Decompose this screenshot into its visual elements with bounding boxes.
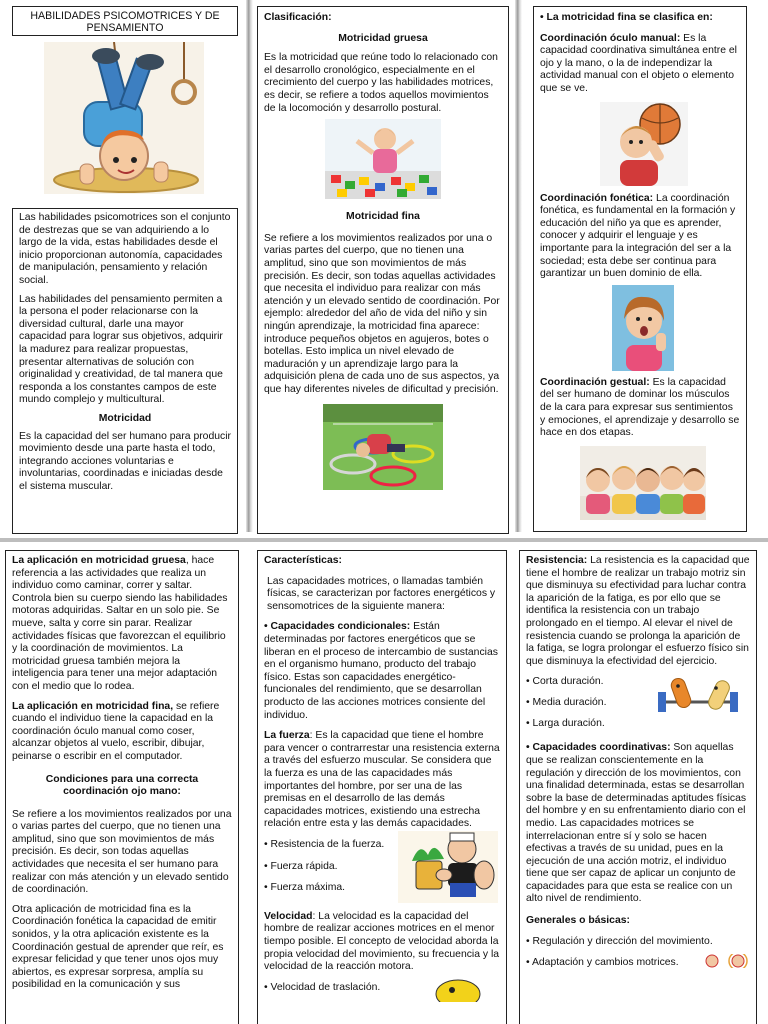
gruesa-application-paragraph [12,555,232,694]
gestual-text: Es la capacidad del ser humano de dominar los músculos de la cara para expresar sus sentimientos y emociones, el aprendizaje y desarrollo se hace en dos etapas. [540,376,740,439]
boy-holding-basketball-photo [600,102,688,186]
resistencia-label: Resistencia: [526,555,588,566]
gruesa-title: Motricidad gruesa [338,32,428,44]
generales-bullet-1: • Regulación y dirección del movimiento. [526,935,713,947]
page-separator-2 [515,0,522,532]
fuerza-bullet-2: • Fuerza rápida. [264,860,338,872]
resistencia-bullet-1: • Corta duración. [526,676,604,688]
other-application-text: Otra aplicación de motricidad fina es la Coordinación fonética la capacidad de emitir sonidos, y la otra aplicación existente es la Coordinación gestual de aprender que reír, es expresar felicidad y que tener unos ojos muy abiertos, es expresar sorpresa, amplía su posibilidad en la comunicación y sus [12,903,224,991]
characteristics-heading: Características: [264,555,342,566]
fonetica-text: La coordinación fonética, es fundamental en la formación y educación del niño ya que es aprender, conocer y adquirir el lenguaje y es importante para la integración del ser a la sociedad; esta debe ser continua para garantizar un buen dominio de ella. [540,192,736,280]
intro-text-box [12,208,238,534]
cartoon-children-exercising-illustration [702,954,752,968]
fuerza-text: : Es la capacidad que tiene el hombre para vencer o contrarrestar una resistencia externa a través del esfuerzo muscular. Se considera que la fuerza es una de las capacidades más importantes del hombre, por ser una de las premisas en el desarrollo de las demás capacidades motrices, existiendo una estrecha relación entre esta y las demás capacidades. [264,730,500,830]
motricidad-paragraph: Es la capacidad del ser humano para producir movimiento desde una parte hasta el todo, integrando acciones voluntarias e involuntarias, coordinadas e iniciadas desde el sistema muscular. [19,430,231,492]
fuerza-bullet-3: • Fuerza máxima. [264,881,346,893]
gestual-label: Coordinación gestual: [540,376,650,388]
characteristics-intro: Las capacidades motrices, o llamadas también físicas, se caracterizan por factores energéticos y sensomotrices de la siguiente manera: [267,575,496,612]
generales-bullet-2: • Adaptación y cambios motrices. [526,956,679,968]
fina-application-text: se refiere cuando el individuo tiene la capacidad en la coordinación óculo manual como coser, alcanzar objetos al vuelo, escribir, dibujar, peinarse o escribir en el computador. [12,700,220,762]
gruesa-application-text: , hace referencia a las actividades que realiza un individuo como caminar, correr y saltar. Controla bien su cuerpo siendo las habilidades motoras adquiridas. Saltar en un solo pie. Se mueve, salta y corre sin parar. Realizar actividades físicas que favorezcan el equilibrio y la coordinación de movimientos. La motricidad gruesa también mejora la inteligencia para tener una mejor adaptación con el medio que lo rodea. [12,555,228,692]
gestual-paragraph [540,377,740,440]
resistencia-text: La resistencia es la capacidad que tiene el hombre de realizar un trabajo motriz sin que disminuya su efectividad para luchar contra la aparición de la fatiga, es por ello que se identifica la resistencia con un trabajo prolongado en el tiempo. Al elevar el nivel de resistencia cuando se prolonga la aparición de la fatiga, se logra prolongar el esfuerzo físico sin que disminuya la efectividad del ejercicio. [526,555,750,667]
applications-box [5,550,239,1024]
resistance-box [519,550,757,1024]
child-crawling-through-hoops-photo [323,404,443,490]
oculo-manual-paragraph [540,33,740,96]
velocidad-bullet: • Velocidad de traslación. [264,981,381,993]
thinking-paragraph: Las habilidades del pensamiento permiten a la persona el poder relacionarse con la diversidad cultural, darle una mayor capacidad para lograr sus objetivos, adquirir la madurez para realizar propuestas, presentar alternativas de solución con originalidad y creatividad, de tal manera que responda a los constantes campos de este mundo complejo y multicultural. [19,293,223,406]
bottom-page [0,542,768,1024]
oculo-manual-label: Coordinación óculo manual: [540,32,681,44]
motricidad-heading: Motricidad [98,412,152,424]
generales-heading: Generales o básicas: [526,915,630,927]
fuerza-label: La fuerza [264,730,310,742]
velocidad-label: Velocidad [264,910,313,922]
coordinativas-text: Son aquellas que se realizan conscientemente en la regulación y dirección de los movimientos, con una finalidad determinada, estas se desarrollan sobre la base de determinadas aptitudes físicas del hombre y en su enfrentamiento diario con el medio. Las capacidades motrices se interrelacionan entre sí y solo se hacen efectivas a través de su unidad, pues en la ejecución de una acción motriz, el individuo tiene que ser capaz de aplicar un conjunto de capacidades para que esta se realice con un alto nivel de rendimiento. [526,742,747,905]
document-title: HABILIDADES PSICOMOTRICES Y DE PENSAMIENTO [30,10,220,34]
fonetica-label: Coordinación fonética: [540,192,654,204]
classification-box [257,6,509,534]
velocidad-paragraph [264,911,500,974]
fine-motor-classification-box [533,6,747,532]
title-box [12,6,238,36]
conditions-text: Se refiere a los movimientos realizados por una o varias partes del cuerpo, que no tienen una amplitud, sino que son movimientos de más precisión. Es decir, son todas aquellas actividades que necesita el ser humano para realizar con más atención y un elevado sentido de coordinación. [12,808,232,896]
resistencia-paragraph [526,555,750,668]
fina-application-label: La aplicación en motricidad fina, [12,700,174,712]
oculo-manual-text: Es la capacidad coordinativa simultánea entre el ojo y la mano, o la de independizar la actividad manual con el objeto o elemento que se ve. [540,32,737,94]
page-separator-1 [246,0,253,532]
fuerza-paragraph [264,730,500,831]
condicionales-paragraph [264,621,500,722]
intro-paragraph: Las habilidades psicomotrices son el conjunto de destrezas que se van adquiriendo a lo largo de la vida, estas habilidades desde el inicio proporcionan autonomía, capacidades de manipulación, pensamiento y relación social. [19,212,231,286]
resistencia-bullet-2: • Media duración. [526,697,607,709]
group-of-children-photo [580,446,706,520]
condicionales-label: • Capacidades condicionales: [264,621,411,633]
fonetica-paragraph [540,193,740,281]
characteristics-box [257,550,507,1024]
coordinativas-paragraph [526,742,750,906]
speedy-cartoon-illustration [432,976,482,1002]
classification-heading: Clasificación: [264,12,332,23]
child-speaking-photo [612,285,674,371]
gruesa-application-label: La aplicación en motricidad gruesa [12,555,186,566]
fina-text: Se refiere a los movimientos realizados por una o varias partes del cuerpo, que no tienen una amplitud, sino que son movimientos de más precisión. Es decir, son todas aquellas actividades que necesita el individuo para realizar con más atención y un elevado sentido de coordinación. Por ejemplo: alrededor del año de vida del niño y sin ningún aprendizaje, la motricidad fina aparece: introduce pequeños objetos en agujeros, botes o botellas. Esto implica un nivel elevado de maduración y un aprendizaje largo para la adquisición plena de cada uno de sus aspectos, ya que hay diferentes niveles de dificultad y precisión. [264,232,500,395]
gruesa-text: Es la motricidad que reúne todo lo relacionado con el desarrollo cronológico, especialmente en el crecimiento del cuerpo y las habilidades motrices, es decir, se refiere a todos aquellos movimientos de la locomoción y desarrollo postural. [264,52,498,114]
condicionales-text: Están determinadas por factores energéticos que se liberan en el proceso de intercambio de sustancias en el organismo humano, producto del trabajo físico. Estas son capacidades energético-funcionales del rendimiento, que se desarrollan producto de las acciones motrices consiente del individuo. [264,621,498,721]
fuerza-bullet-1: • Resistencia de la fuerza. [264,838,385,850]
child-doing-handstand-illustration [44,42,204,194]
conditions-title: Condiciones para una correcta coordinación ojo mano: [45,773,199,798]
fina-application-paragraph [12,701,232,764]
coordinativas-label: • Capacidades coordinativas: [526,742,671,754]
popeye-with-spinach-illustration [398,831,498,903]
fina-title: Motricidad fina [346,211,420,223]
pill-characters-lifting-weights-illustration [654,674,742,726]
fine-motor-heading: • La motricidad fina se clasifica en: [540,12,713,23]
child-playing-with-blocks-photo [325,119,441,199]
velocidad-text: : La velocidad es la capacidad del hombre de realizar acciones motrices en el menor tiempo posible. El concepto de velocidad aborda la propia velocidad del movimiento, su frecuencia y la velocidad de la reacción motora. [264,910,500,973]
resistencia-bullet-3: • Larga duración. [526,718,605,730]
